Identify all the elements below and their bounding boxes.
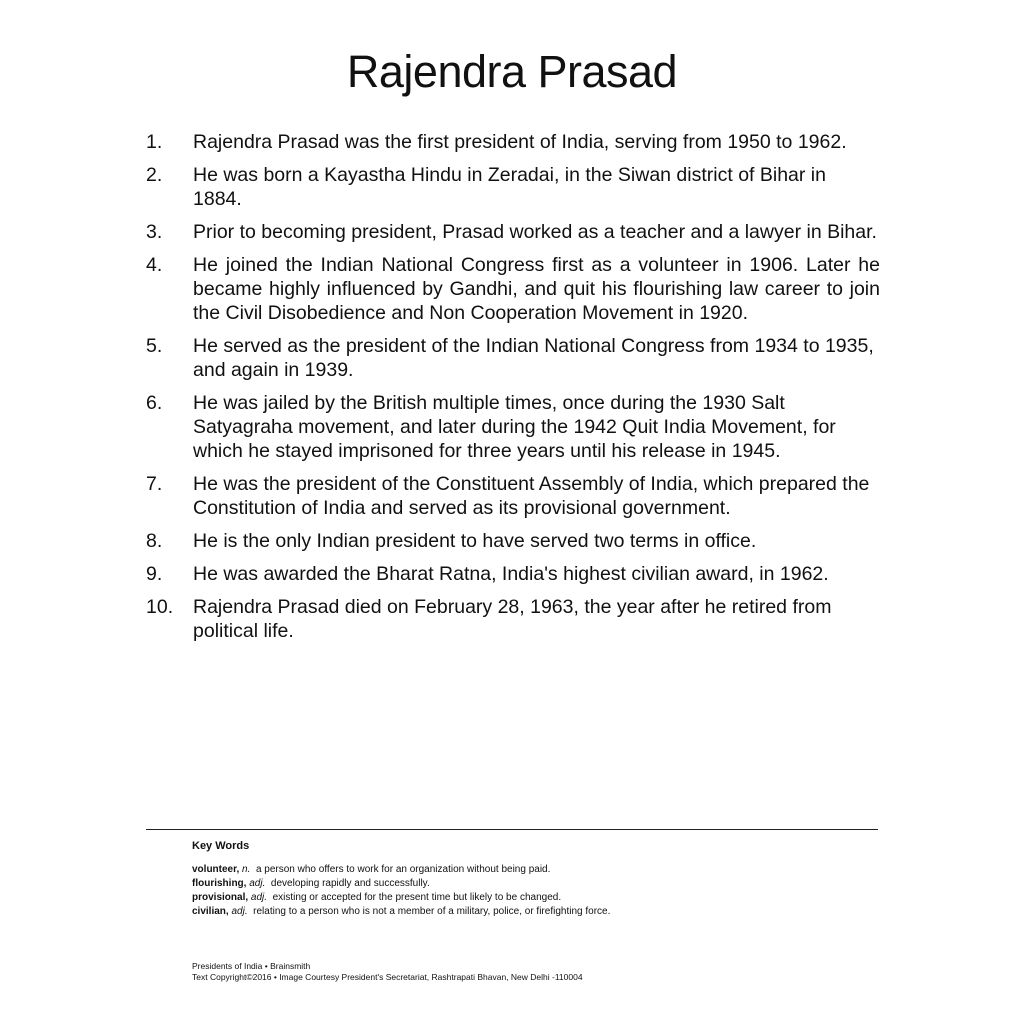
- key-words-heading: Key Words: [192, 840, 250, 852]
- list-item: [146, 391, 880, 463]
- item-number: 8.: [146, 530, 163, 552]
- list-item: [146, 130, 880, 154]
- footer-copyright: Text Copyright©2016 • Image Courtesy President's Secretariat, Rashtrapati Bhavan, New Delhi -110004: [192, 972, 583, 982]
- key-word-part-of-speech: adj.: [249, 878, 266, 889]
- key-word-definition: developing rapidly and successfully.: [270, 878, 430, 889]
- item-number: 7.: [146, 473, 163, 495]
- key-word-term: flourishing,: [192, 878, 247, 889]
- item-text: He was born a Kayastha Hindu in Zeradai, in the Siwan district of Bihar in 1884.: [193, 164, 826, 210]
- list-item: [146, 472, 880, 520]
- key-word-entry: [192, 877, 882, 891]
- list-item: [146, 529, 880, 553]
- item-text: He was awarded the Bharat Ratna, India's highest civilian award, in 1962.: [193, 563, 829, 585]
- item-number: 6.: [146, 392, 163, 414]
- key-word-entry: [192, 863, 882, 877]
- page-title: Rajendra Prasad: [346, 46, 678, 97]
- key-word-term: provisional,: [192, 892, 249, 903]
- key-word-entry: [192, 905, 882, 919]
- key-word-term: civilian,: [192, 906, 229, 917]
- key-word-part-of-speech: n.: [242, 864, 251, 875]
- list-item: [146, 253, 880, 325]
- key-word-part-of-speech: adj.: [250, 892, 268, 903]
- list-item: [146, 334, 880, 382]
- item-text: Rajendra Prasad died on February 28, 1963, the year after he retired from political life.: [193, 596, 832, 642]
- list-item: [146, 595, 880, 643]
- key-word-part-of-speech: adj.: [231, 906, 248, 917]
- item-number: 2.: [146, 164, 163, 186]
- list-item: [146, 220, 880, 244]
- item-text: Prior to becoming president, Prasad worked as a teacher and a lawyer in Bihar.: [193, 221, 877, 243]
- item-number: 4.: [146, 254, 163, 276]
- item-number: 9.: [146, 563, 163, 585]
- item-text: He served as the president of the Indian National Congress from 1934 to 1935, and again in 1939.: [193, 335, 874, 381]
- item-number: 1.: [146, 131, 163, 153]
- item-text: He is the only Indian president to have served two terms in office.: [193, 530, 757, 552]
- key-words-section: [192, 839, 882, 919]
- list-item: [146, 562, 880, 586]
- key-word-definition: relating to a person who is not a member of a military, police, or firefighting force.: [253, 906, 611, 917]
- facts-list: [146, 130, 880, 652]
- list-item: [146, 163, 880, 211]
- section-divider: [146, 829, 878, 830]
- item-text: He was jailed by the British multiple times, once during the 1930 Salt Satyagraha movement, and later during the 1942 Quit India Movement, for which he stayed imprisoned for three years until his release in 1945.: [193, 392, 836, 462]
- item-text: He joined the Indian National Congress first as a volunteer in 1906. Later he became highly influenced by Gandhi, and quit his flourishing law career to join the Civil Disobedience and Non Cooperation Movement in 1920.: [193, 254, 880, 324]
- key-word-definition: a person who offers to work for an organization without being paid.: [255, 864, 551, 875]
- footer: [192, 961, 892, 983]
- item-text: He was the president of the Constituent Assembly of India, which prepared the Constitution of India and served as its provisional government.: [193, 473, 870, 519]
- item-number: 5.: [146, 335, 163, 357]
- key-word-definition: existing or accepted for the present time but likely to be changed.: [272, 892, 562, 903]
- item-number: 10.: [146, 596, 174, 618]
- footer-series: Presidents of India • Brainsmith: [192, 961, 311, 971]
- item-number: 3.: [146, 221, 163, 243]
- key-word-term: volunteer,: [192, 864, 240, 875]
- key-word-entry: [192, 891, 882, 905]
- item-text: Rajendra Prasad was the first president of India, serving from 1950 to 1962.: [193, 131, 847, 153]
